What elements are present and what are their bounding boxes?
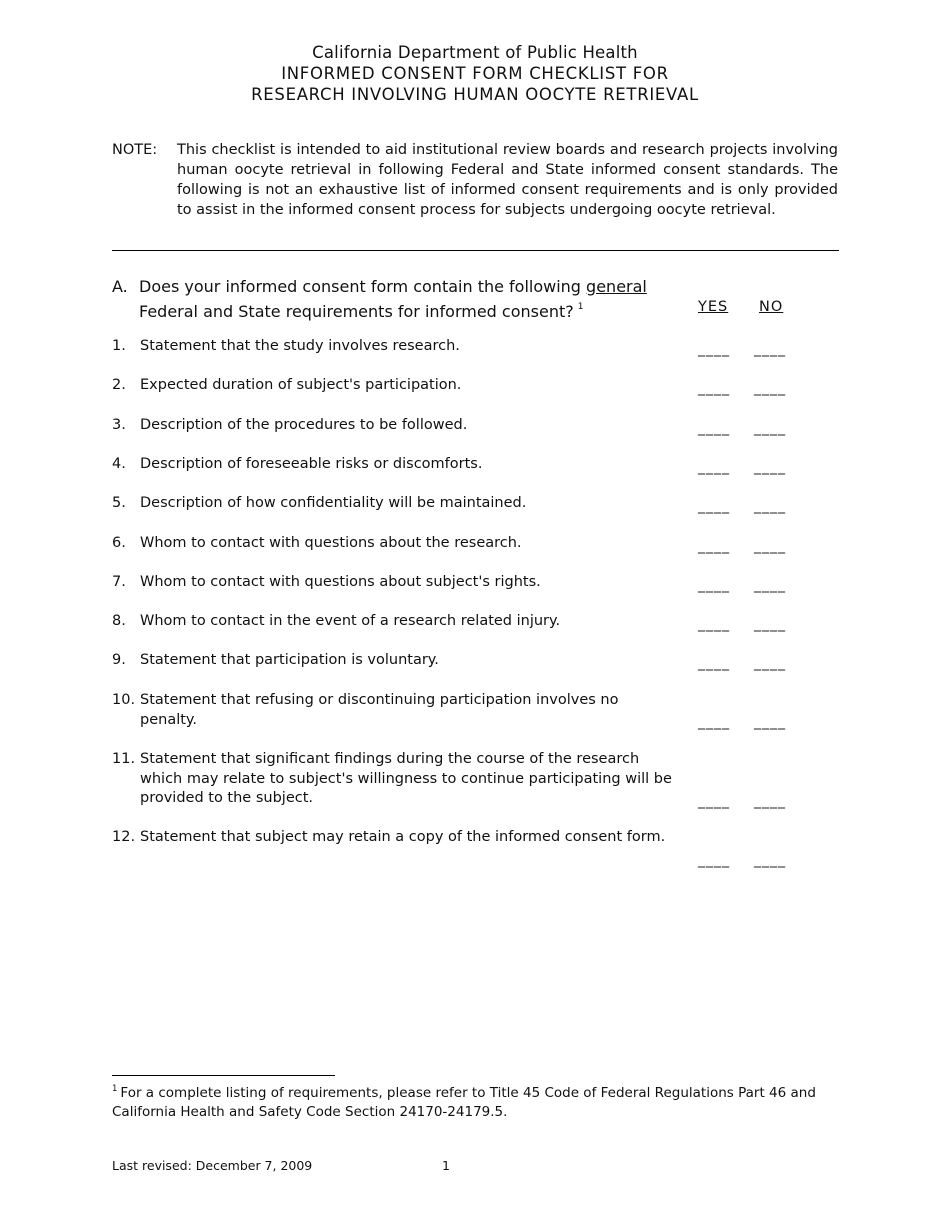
footnote <box>112 1080 842 1122</box>
document-title-line-2: RESEARCH INVOLVING HUMAN OOCYTE RETRIEVAL <box>251 85 699 104</box>
checklist-item <box>112 651 672 671</box>
question-part-2: Federal and State requirements for informed consent? <box>139 302 574 321</box>
no-answer-blank[interactable]: ____ <box>754 341 786 357</box>
yes-column-header: YES <box>698 299 729 315</box>
yes-answer-blank[interactable]: ____ <box>698 793 730 809</box>
yes-answer-blank[interactable]: ____ <box>698 341 730 357</box>
item-number: 4. <box>112 456 126 472</box>
item-text: Description of the procedures to be followed. <box>140 417 468 433</box>
checklist-item <box>112 573 672 593</box>
document-header <box>0 42 950 105</box>
yes-answer-blank[interactable]: ____ <box>698 380 730 396</box>
footnote-divider <box>112 1075 335 1076</box>
checklist-item <box>112 455 672 475</box>
yes-answer-blank[interactable]: ____ <box>698 498 730 514</box>
item-text: Statement that significant findings during the course of the research which may relate to subject's willingness to continue participating will be provided to the subject. <box>140 751 672 806</box>
yes-answer-blank[interactable]: ____ <box>698 714 730 730</box>
checklist-item <box>112 376 672 396</box>
item-text: Whom to contact with questions about subject's rights. <box>140 574 541 590</box>
no-answer-blank[interactable]: ____ <box>754 793 786 809</box>
last-revised: Last revised: December 7, 2009 <box>112 1158 313 1173</box>
section-letter: A. <box>112 277 128 296</box>
item-number: 12. <box>112 829 136 845</box>
no-answer-blank[interactable]: ____ <box>754 577 786 593</box>
item-number: 8. <box>112 613 126 629</box>
item-number: 5. <box>112 495 126 511</box>
yes-answer-blank[interactable]: ____ <box>698 852 730 868</box>
item-number: 10. <box>112 692 136 708</box>
no-column-header: NO <box>759 299 784 315</box>
no-answer-blank[interactable]: ____ <box>754 538 786 554</box>
item-text: Statement that participation is voluntary. <box>140 652 439 668</box>
no-answer-blank[interactable]: ____ <box>754 498 786 514</box>
question-underlined-word: general <box>586 277 647 296</box>
item-text: Whom to contact with questions about the research. <box>140 535 522 551</box>
item-text: Statement that refusing or discontinuing participation involves no penalty. <box>140 692 619 728</box>
checklist-item <box>112 337 672 357</box>
checklist-item <box>112 534 672 554</box>
yes-answer-blank[interactable]: ____ <box>698 577 730 593</box>
department-name: California Department of Public Health <box>312 43 638 62</box>
checklist-item <box>112 828 672 848</box>
no-answer-blank[interactable]: ____ <box>754 714 786 730</box>
footnote-marker: 1 <box>112 1084 118 1094</box>
yes-answer-blank[interactable]: ____ <box>698 420 730 436</box>
divider <box>112 250 839 251</box>
note-label: NOTE: <box>112 142 158 158</box>
item-number: 6. <box>112 535 126 551</box>
item-number: 3. <box>112 417 126 433</box>
yes-answer-blank[interactable]: ____ <box>698 538 730 554</box>
note-block <box>112 140 838 220</box>
no-answer-blank[interactable]: ____ <box>754 420 786 436</box>
item-text: Expected duration of subject's participation. <box>140 377 462 393</box>
item-text: Statement that the study involves research. <box>140 338 460 354</box>
no-answer-blank[interactable]: ____ <box>754 380 786 396</box>
item-text: Description of how confidentiality will be maintained. <box>140 495 527 511</box>
item-text: Statement that subject may retain a copy of the informed consent form. <box>140 829 666 845</box>
item-text: Description of foreseeable risks or discomforts. <box>140 456 483 472</box>
checklist-item <box>112 691 672 730</box>
yes-answer-blank[interactable]: ____ <box>698 459 730 475</box>
yes-answer-blank[interactable]: ____ <box>698 616 730 632</box>
yes-answer-blank[interactable]: ____ <box>698 655 730 671</box>
section-a-question <box>112 277 672 322</box>
no-answer-blank[interactable]: ____ <box>754 852 786 868</box>
item-text: Whom to contact in the event of a research related injury. <box>140 613 561 629</box>
page-number: 1 <box>442 1158 450 1173</box>
item-number: 7. <box>112 574 126 590</box>
section-question-text <box>139 277 672 322</box>
checklist-item <box>112 494 672 514</box>
question-part-1: Does your informed consent form contain the following <box>139 277 587 296</box>
footnote-reference: 1 <box>577 302 584 312</box>
no-answer-blank[interactable]: ____ <box>754 616 786 632</box>
note-text: This checklist is intended to aid institutional review boards and research projects involving human oocyte retrieval in following Federal and State informed consent standards. The following is not an exhaustive list of informed consent requirements and is only provided to assist in the informed consent process for subjects undergoing oocyte retrieval. <box>177 142 838 218</box>
document-title-line-1: INFORMED CONSENT FORM CHECKLIST FOR <box>281 64 669 83</box>
item-number: 9. <box>112 652 126 668</box>
footnote-text: For a complete listing of requirements, please refer to Title 45 Code of Federal Regulations Part 46 and California Health and Safety Code Section 24170-24179.5. <box>112 1085 816 1120</box>
item-number: 11. <box>112 751 136 767</box>
item-number: 2. <box>112 377 126 393</box>
no-answer-blank[interactable]: ____ <box>754 459 786 475</box>
checklist-item <box>112 416 672 436</box>
item-number: 1. <box>112 338 126 354</box>
no-answer-blank[interactable]: ____ <box>754 655 786 671</box>
checklist-item <box>112 612 672 632</box>
checklist-item <box>112 750 672 809</box>
